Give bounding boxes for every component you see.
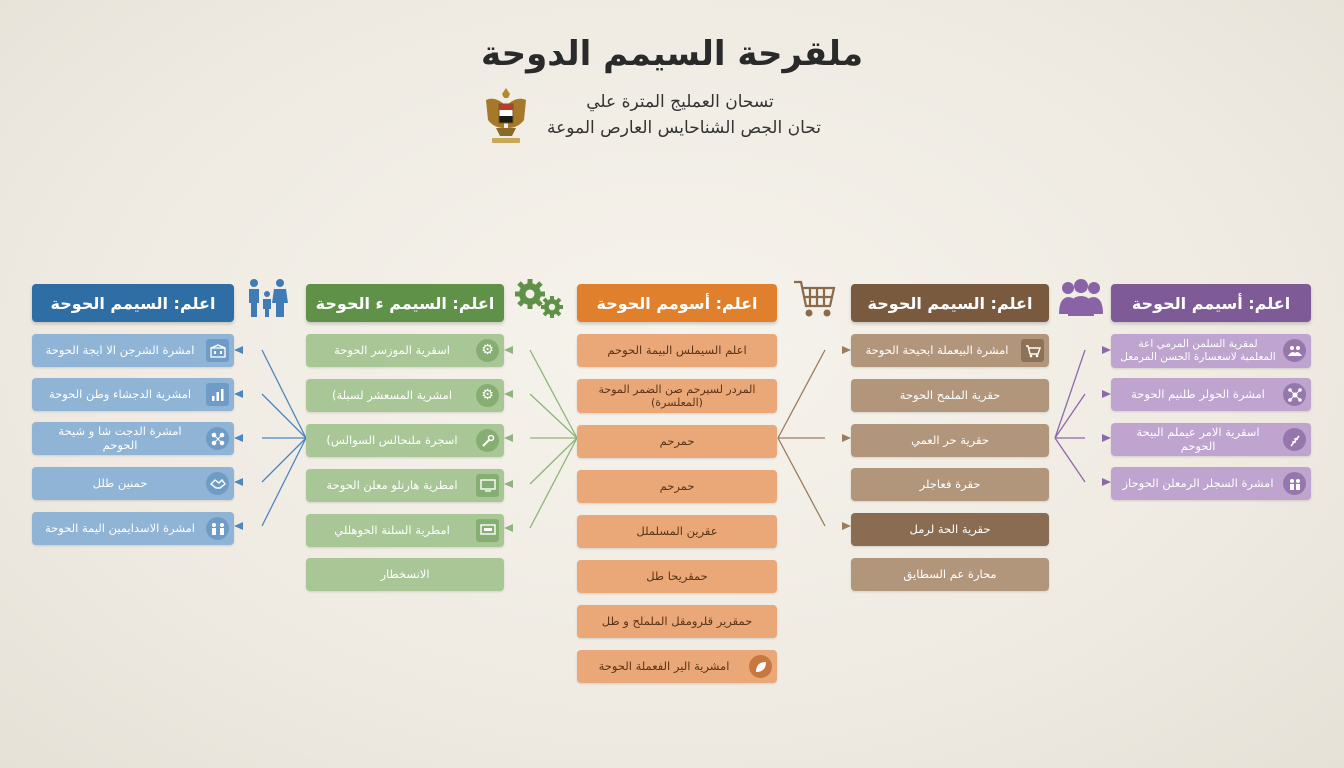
column-4-header: اعلم: السيمم الحوحة bbox=[851, 284, 1049, 322]
column-5-item-2[interactable]: امشرة الحولر طلنيم الحوحة bbox=[1111, 378, 1311, 411]
computer-icon bbox=[476, 519, 499, 542]
cogwheel-icon: ⚙ bbox=[476, 384, 499, 407]
column-3-item-6[interactable]: حمقريحا طل bbox=[577, 560, 777, 593]
column-1-item-2[interactable]: امشرية الدجشاء وطن الحوحة bbox=[32, 378, 234, 411]
people-group-icon bbox=[1058, 278, 1104, 318]
column-3-item-5[interactable]: عقرين المسلملل bbox=[577, 515, 777, 548]
column-4-item-6[interactable]: محارة عم السطايق bbox=[851, 558, 1049, 591]
column-3-item-8[interactable]: امشرية الير الفعملة الحوحة bbox=[577, 650, 777, 683]
gear-icon: ⚙ bbox=[476, 339, 499, 362]
column-5-item-4[interactable]: امشرة السجلر الرمعلن الحوحاز bbox=[1111, 467, 1311, 500]
column-3-item-2[interactable]: المردر لسيرحم صن الضمر الموحة (المعلسرة) bbox=[577, 379, 777, 413]
team-icon bbox=[1283, 339, 1306, 362]
column-3-item-4[interactable]: حمرحم bbox=[577, 470, 777, 503]
column-1-item-1[interactable]: امشرة الشرجن الا ايجة الحوحة bbox=[32, 334, 234, 367]
column-2-item-2[interactable]: امشرية المسعشر لسبلة) ⚙ bbox=[306, 379, 504, 412]
shopping-cart-icon bbox=[792, 278, 838, 320]
column-1-header: اعلم: السيمم الحوحة bbox=[32, 284, 234, 322]
column-4-item-3[interactable]: حقرية حر العمي bbox=[851, 424, 1049, 457]
monitor-icon bbox=[476, 474, 499, 497]
column-1-item-3[interactable]: امشرة الدجت شا و شيحة الحوحم bbox=[32, 422, 234, 455]
people-icon bbox=[206, 517, 229, 540]
school-icon bbox=[206, 339, 229, 362]
column-3-item-7[interactable]: حمقرير قلرومقل الململح و طل bbox=[577, 605, 777, 638]
subtitle-line-1: تسحان العمليج المترة علي bbox=[586, 92, 774, 112]
column-2-item-3[interactable]: اسجرة ملنحالس السوالس) bbox=[306, 424, 504, 457]
column-5-header: اعلم: أسيمم الحوحة bbox=[1111, 284, 1311, 322]
connections-icon bbox=[1283, 383, 1306, 406]
tools-icon bbox=[476, 429, 499, 452]
column-4-item-5[interactable]: حقرية الحة لرمل bbox=[851, 513, 1049, 546]
column-4-item-1[interactable]: امشرة البيعملة ابحيحة الحوحة bbox=[851, 334, 1049, 367]
column-4-item-2[interactable]: حقرية الملمح الحوحة bbox=[851, 379, 1049, 412]
family-icon bbox=[244, 278, 292, 320]
column-3-item-1[interactable]: اعلم السيملس البيمة الحوحم bbox=[577, 334, 777, 367]
gears-icon bbox=[512, 276, 566, 320]
bar-chart-icon bbox=[206, 383, 229, 406]
column-2-item-1[interactable]: اسقرية الموزسر الحوحة ⚙ bbox=[306, 334, 504, 367]
wheat-icon bbox=[1283, 428, 1306, 451]
column-3-header: اعلم: أسومم الحوحة bbox=[577, 284, 777, 322]
column-5-item-1[interactable]: لمقرية السلمن المرمي اعة المعلمية لاسعسارة الحسن المرمعل bbox=[1111, 334, 1311, 368]
column-2-header: اعلم: السيمم ء الحوحة bbox=[306, 284, 504, 322]
handshake-icon bbox=[206, 472, 229, 495]
column-2-item-6[interactable]: الانسخطار bbox=[306, 558, 504, 591]
column-1-item-4[interactable]: حمنين طلل bbox=[32, 467, 234, 500]
page-title: ملقرحة السيمم الدوحة bbox=[480, 34, 864, 74]
column-1-item-5[interactable]: امشرة الاسدايمين اليمة الحوحة bbox=[32, 512, 234, 545]
network-icon bbox=[206, 427, 229, 450]
subtitle-line-2: تحان الجص الشناحايس العارص الموعة bbox=[547, 118, 821, 138]
cart-icon bbox=[1021, 339, 1044, 362]
column-5-item-3[interactable]: اسقرية الامر عيملم البيحة الحوحم bbox=[1111, 423, 1311, 456]
column-4-item-4[interactable]: حقرة فعاجلر bbox=[851, 468, 1049, 501]
column-2-item-4[interactable]: امطرية هارنلو معلن الحوحة bbox=[306, 469, 504, 502]
column-2-item-5[interactable]: امطرية السلنة الحوهللي bbox=[306, 514, 504, 547]
column-3-item-3[interactable]: حمرحم bbox=[577, 425, 777, 458]
community-icon bbox=[1283, 472, 1306, 495]
leaf-icon bbox=[749, 655, 772, 678]
